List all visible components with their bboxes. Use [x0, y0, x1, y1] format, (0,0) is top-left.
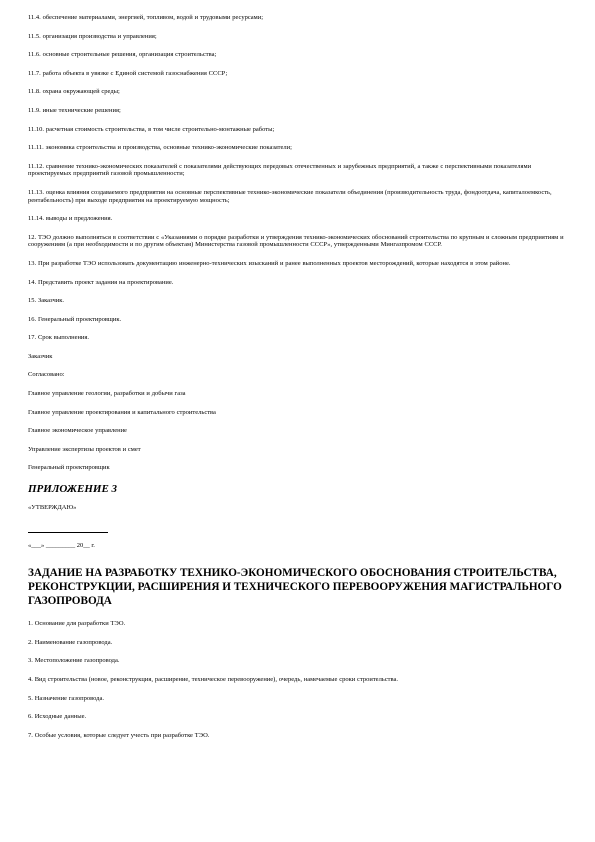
- list-item: 11.7. работа объекта в увязке с Единой системой газоснабжения СССР;: [28, 69, 228, 77]
- list-item: 2. Наименование газопровода.: [28, 638, 113, 646]
- list-item: 11.11. экономика строительства и производства, основные технико-экономические показатели;: [28, 144, 292, 152]
- list-item: 16. Генеральный проектировщик.: [28, 315, 122, 323]
- list-item: 12. ТЭО должно выполняться в соответствии с «Указаниями о порядке разработки и утверждения технико-экономических обоснований строительства по крупным и сложным предприятиям и сооружениям (а при необходимости и по другим объектам) Министерства газовой промышленности СССР», утвержденными Мингазпромом СССР.: [28, 233, 564, 249]
- org-line: Главное экономическое управление: [28, 427, 127, 435]
- list-item: 4. Вид строительства (новое, реконструкция, расширение, техническое перевооружение), очередь, намечаемые сроки строительства.: [28, 676, 398, 683]
- list-item: 11.8. охрана окружающей среды;: [28, 88, 120, 96]
- list-item: 13. При разработке ТЭО использовать документацию инженерно-технических изысканий и ранее выполненных проектов месторождений, которые находятся в этом районе.: [28, 259, 511, 267]
- list-item: 6. Исходные данные.: [28, 713, 87, 721]
- document-heading: ЗАДАНИЕ НА РАЗРАБОТКУ ТЕХНИКО-ЭКОНОМИЧЕСКОГО ОБОСНОВАНИЯ СТРОИТЕЛЬСТВА, РЕКОНСТРУКЦИИ, РАСШИРЕНИЯ И ТЕХНИЧЕСКОГО ПЕРЕВООРУЖЕНИЯ МАГИСТРАЛЬНОГО ГАЗОПРОВОДА: [28, 567, 562, 608]
- org-line: Главное управление проектирования и капитального строительства: [28, 408, 216, 416]
- list-item: 15. Заказчик.: [28, 297, 65, 305]
- list-item: 5. Назначение газопровода.: [28, 694, 104, 702]
- list-item: 11.9. иные технические решения;: [28, 106, 121, 114]
- org-line: Главное управление геологии, разработки и добычи газа: [28, 390, 186, 398]
- signature-block: [28, 353, 568, 472]
- org-line: Управление экспертизы проектов и смет: [28, 445, 141, 453]
- list-item: 11.12. сравнение технико-экономических показателей с показателями действующих передовых отечественных и зарубежных предприятий, а также с перспективными показателями проектируемых предприятий газовой промышленности;: [28, 162, 532, 178]
- customer-label: Заказчик: [28, 352, 53, 360]
- list-item: 17. Срок выполнения.: [28, 334, 90, 342]
- top-items-list: [28, 14, 568, 342]
- list-item: 11.6. основные строительные решения, организация строительства;: [28, 51, 217, 59]
- list-item: 11.10. расчетная стоимость строительства, в том числе строительно-монтажные работы;: [28, 125, 275, 133]
- appendix-title: ПРИЛОЖЕНИЕ 3: [28, 483, 118, 496]
- date-line: «___» _________ 20__ г.: [28, 541, 95, 549]
- list-item: 11.13. оценка влияния создаваемого предприятия на основные перспективные технико-экономические показатели объединения (производительность труда, фондоотдача, капиталоемкость, рентабельность) при выходе предприятия на проектируемую мощность;: [28, 188, 552, 204]
- list-item: 11.4. обеспечение материалами, энергией, топливом, водой и трудовыми ресурсами;: [28, 14, 264, 21]
- list-item: 11.5. организация производства и управления;: [28, 32, 157, 40]
- list-item: 7. Особые условия, которые следует учесть при разработке ТЭО.: [28, 731, 210, 739]
- agreed-label: Согласовано:: [28, 371, 65, 379]
- approve-label: «УТВЕРЖДАЮ»: [28, 504, 77, 512]
- list-item: 14. Представить проект задания на проектирование.: [28, 278, 174, 286]
- list-item: 3. Местоположение газопровода.: [28, 657, 120, 665]
- list-item: 1. Основание для разработки ТЭО.: [28, 620, 126, 628]
- list-item: 11.14. выводы и предложения.: [28, 215, 113, 223]
- signature-line: [28, 532, 108, 533]
- bottom-items-list: [28, 620, 568, 739]
- document-page: [28, 14, 568, 750]
- org-line: Генеральный проектировщик: [28, 464, 110, 472]
